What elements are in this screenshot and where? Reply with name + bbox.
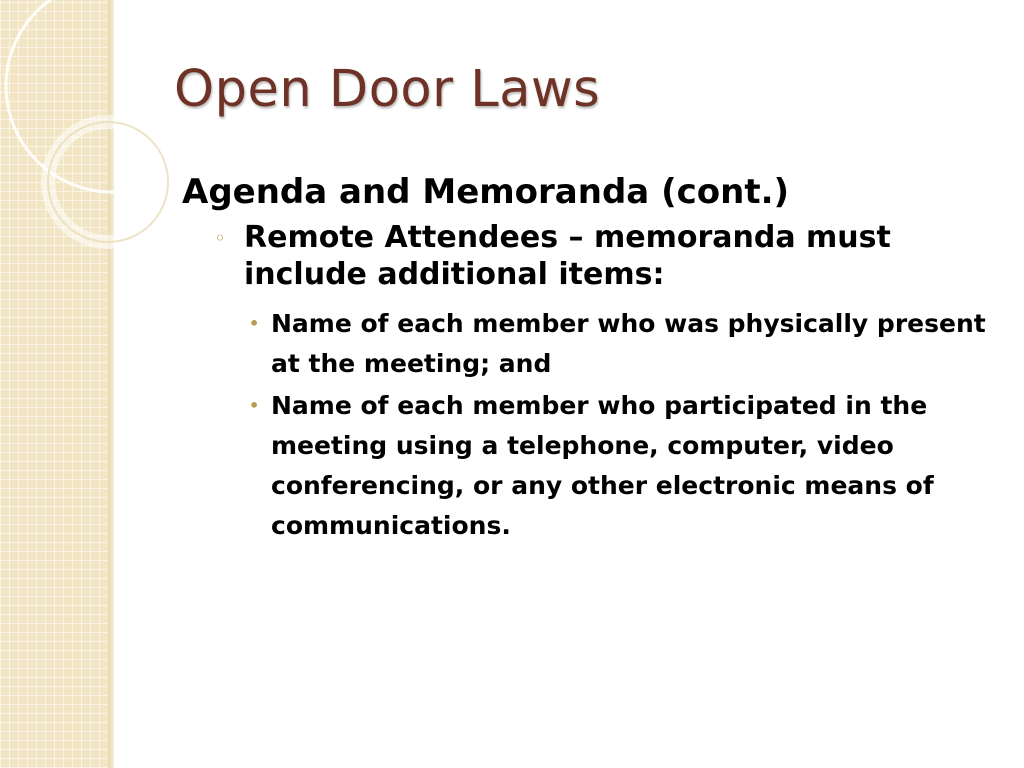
list-item (249, 304, 997, 384)
list-item-text: Name of each member who participated in the meeting using a telephone, computer, video conferencing, or any other electronic means of communications. (271, 390, 934, 540)
decorative-circles (0, 0, 200, 260)
hollow-circle-bullet-icon: ◦ (214, 225, 226, 250)
dot-bullet-icon: • (249, 395, 260, 415)
list-item-text: Name of each member who was physically present at the meeting; and (271, 308, 986, 378)
sub-bullet-text: Remote Attendees – memoranda must include additional items: (244, 219, 891, 293)
sub-bullet (214, 219, 997, 294)
slide-title: Open Door Laws (174, 60, 601, 119)
slide-body (182, 172, 997, 548)
list-item (249, 386, 997, 546)
heading-bullet: Agenda and Memoranda (cont.) (182, 172, 790, 212)
dot-bullet-icon: • (249, 313, 260, 333)
